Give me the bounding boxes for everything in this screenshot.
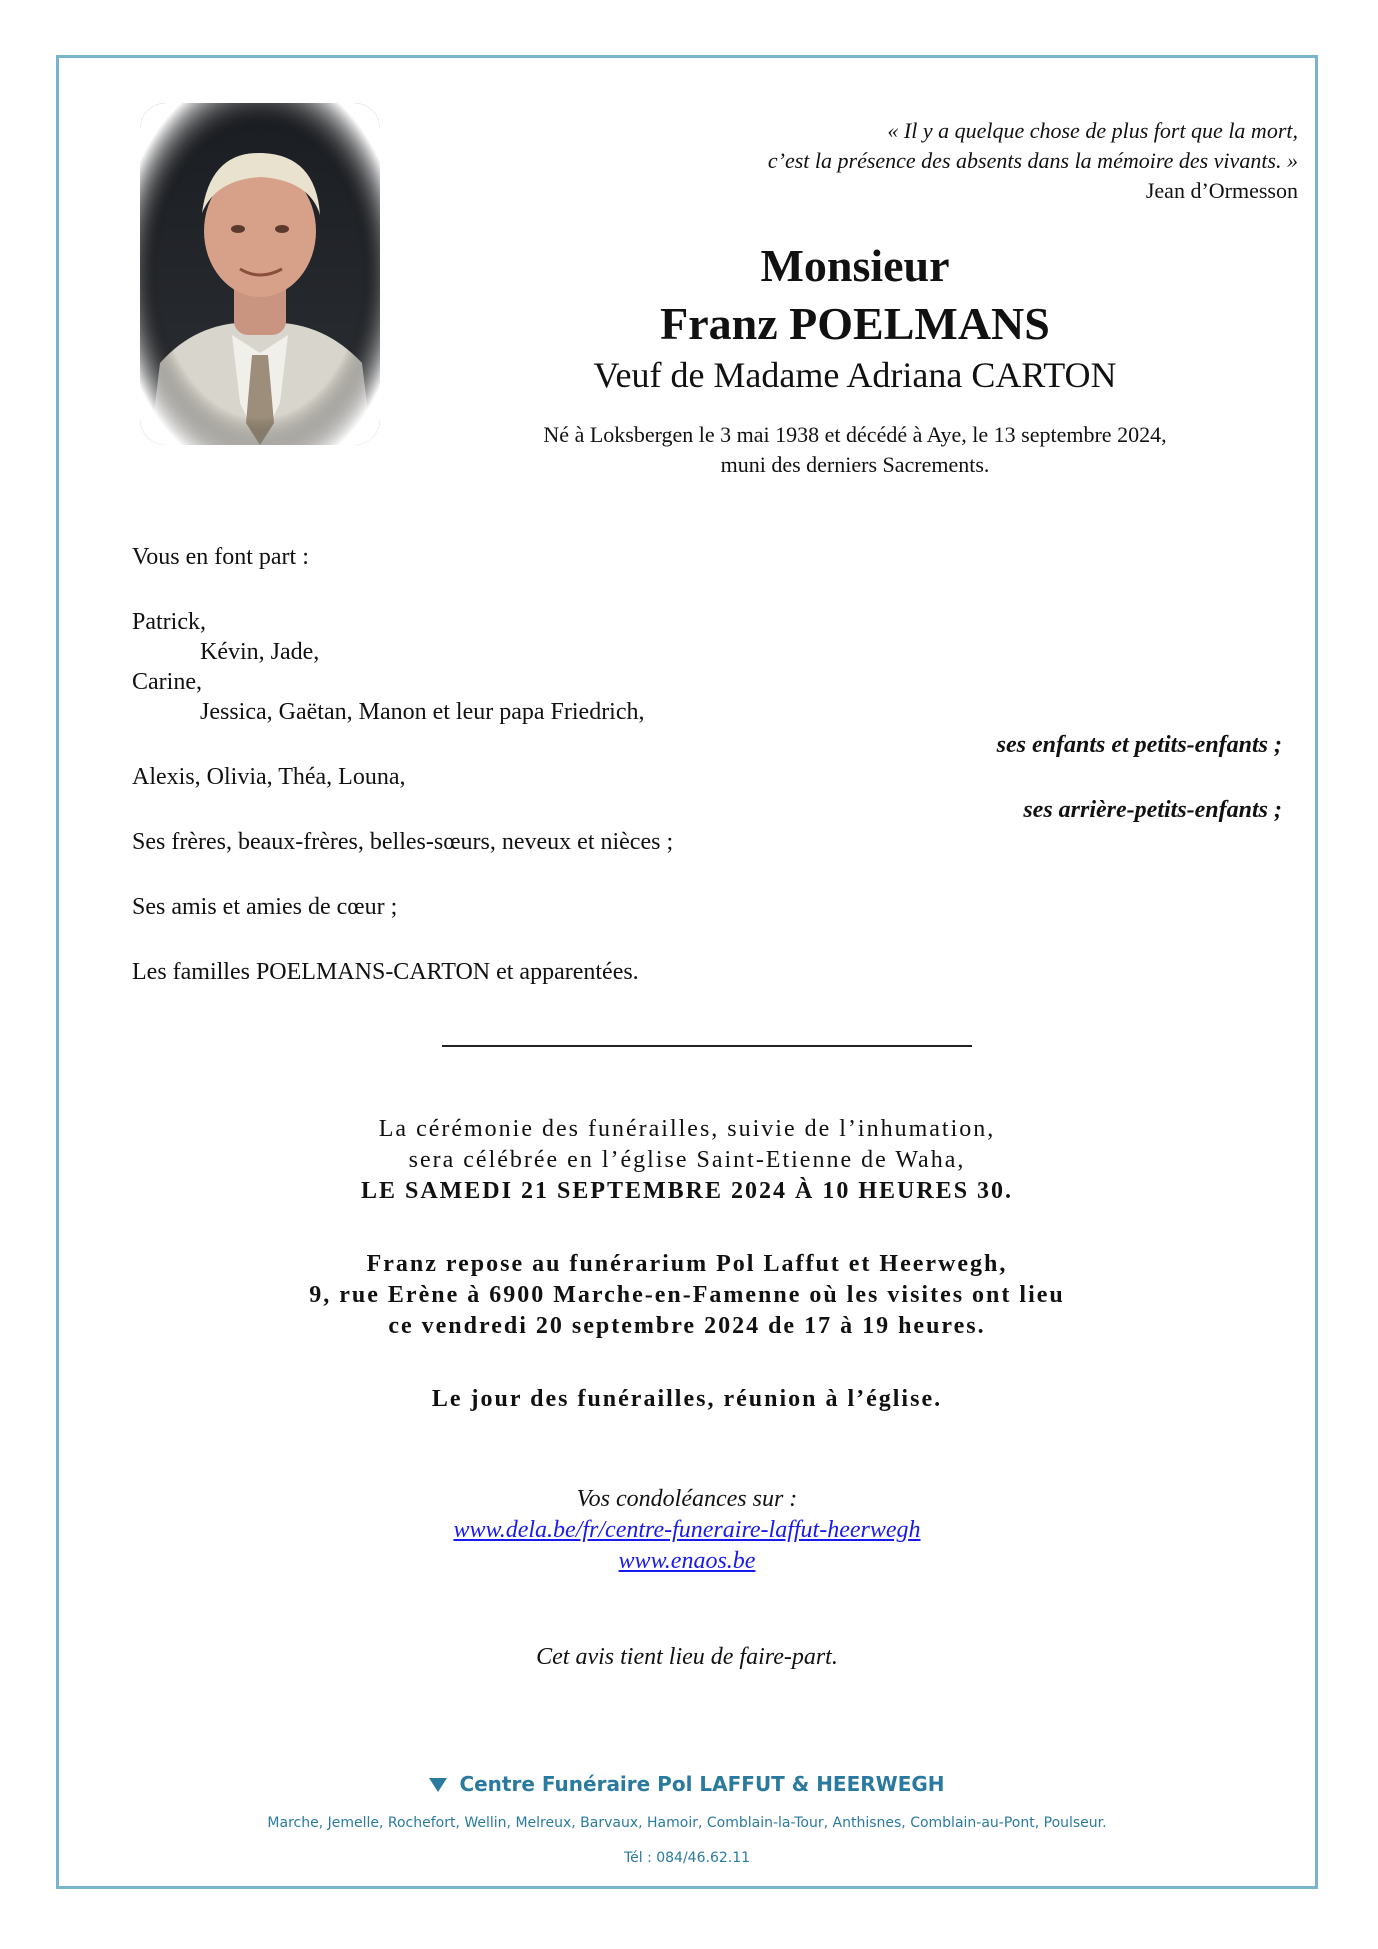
repose-line-1: Franz repose au funérarium Pol Laffut et Heerwegh, bbox=[366, 1251, 1008, 1277]
triangle-down-icon bbox=[429, 1778, 447, 1792]
quote-line-1: « Il y a quelque chose de plus fort que la mort, bbox=[887, 118, 1298, 143]
role-children: ses enfants et petits-enfants ; bbox=[996, 732, 1282, 758]
repose-line-2: 9, rue Erène à 6900 Marche-en-Famenne où les visites ont lieu bbox=[309, 1282, 1065, 1308]
quote-author: Jean d’Ormesson bbox=[1145, 178, 1298, 203]
ceremony-date: LE SAMEDI 21 SEPTEMBRE 2024 À 10 HEURES 30. bbox=[360, 1178, 1014, 1204]
deceased-title: Monsieur bbox=[760, 240, 950, 291]
family-carine: Carine, bbox=[132, 669, 202, 695]
condolences-label: Vos condoléances sur : bbox=[576, 1486, 798, 1512]
family-great-grandchildren: Alexis, Olivia, Théa, Louna, bbox=[132, 764, 406, 790]
deceased-spouse: Veuf de Madame Adriana CARTON bbox=[593, 355, 1117, 395]
family-patrick-children: Kévin, Jade, bbox=[200, 639, 320, 665]
condolences-link-enaos[interactable]: www.enaos.be bbox=[618, 1548, 756, 1574]
footer-locations: Marche, Jemelle, Rochefort, Wellin, Melreux, Barvaux, Hamoir, Comblain-la-Tour, Anthisnes, Comblain-au-Pont, Poulseur. bbox=[267, 1815, 1107, 1831]
sacraments-line: muni des derniers Sacrements. bbox=[720, 452, 990, 477]
footer-phone: Tél : 084/46.62.11 bbox=[623, 1850, 751, 1866]
separator-line bbox=[442, 1045, 972, 1047]
ceremony-line-1: La cérémonie des funérailles, suivie de l’inhumation, bbox=[378, 1116, 996, 1142]
condolences-link-dela[interactable]: www.dela.be/fr/centre-funeraire-laffut-heerwegh bbox=[453, 1517, 921, 1543]
condolences-link-1-row bbox=[56, 1515, 1318, 1546]
reunion-line: Le jour des funérailles, réunion à l’église. bbox=[431, 1386, 943, 1412]
family-carine-children: Jessica, Gaëtan, Manon et leur papa Friedrich, bbox=[200, 699, 645, 725]
family-families: Les familles POELMANS-CARTON et apparentées. bbox=[132, 959, 639, 985]
family-intro: Vous en font part : bbox=[132, 544, 309, 570]
footer-company-row bbox=[56, 1772, 1318, 1796]
condolences-link-2-row bbox=[56, 1546, 1318, 1577]
portrait-photo bbox=[140, 103, 380, 445]
role-great-grandchildren: ses arrière-petits-enfants ; bbox=[1023, 797, 1282, 823]
birth-death-details bbox=[430, 420, 1280, 480]
repose-line-3: ce vendredi 20 septembre 2024 de 17 à 19 heures. bbox=[388, 1313, 986, 1339]
deceased-name: Franz POELMANS bbox=[660, 298, 1050, 349]
born-died-line: Né à Loksbergen le 3 mai 1938 et décédé à Aye, le 13 septembre 2024, bbox=[543, 422, 1167, 447]
footer-company: Centre Funéraire Pol LAFFUT & HEERWEGH bbox=[459, 1772, 945, 1796]
family-patrick: Patrick, bbox=[132, 609, 206, 635]
quote-line-2: c’est la présence des absents dans la mémoire des vivants. » bbox=[767, 148, 1298, 173]
ceremony-line-2: sera célébrée en l’église Saint-Etienne de Waha, bbox=[408, 1147, 966, 1173]
family-friends: Ses amis et amies de cœur ; bbox=[132, 894, 398, 920]
family-siblings: Ses frères, beaux-frères, belles-sœurs, neveux et nièces ; bbox=[132, 829, 674, 855]
faire-part-notice: Cet avis tient lieu de faire-part. bbox=[536, 1644, 838, 1670]
epigraph-quote bbox=[598, 116, 1298, 206]
